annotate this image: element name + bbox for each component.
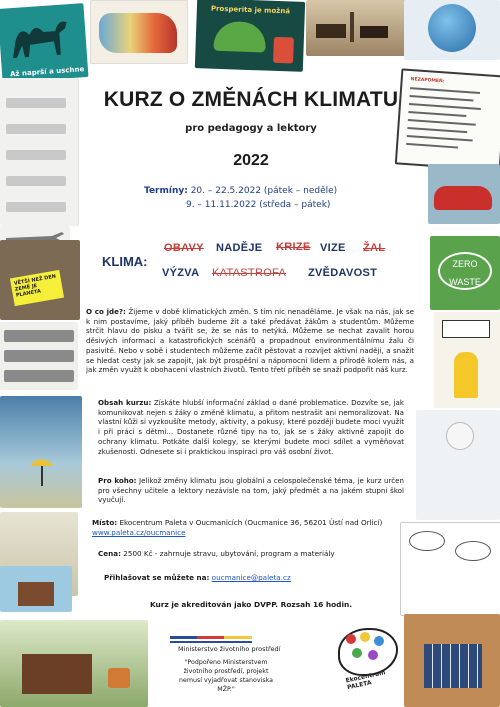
ministry-logo-stripe	[170, 636, 252, 639]
price-label: Cena:	[98, 549, 121, 558]
accreditation-note: Kurz je akreditován jako DVPP. Rozsah 16 hodin.	[149, 600, 353, 609]
transport-comparison	[0, 78, 79, 226]
page-title: KURZ O ZMĚNÁCH KLIMATU	[103, 88, 399, 111]
red-car-photo	[428, 164, 500, 224]
intro-paragraph	[86, 307, 414, 375]
content-label: Obsah kurzu:	[98, 398, 152, 407]
storm-painting	[0, 396, 82, 508]
word-katastrofa: KATASTROFA	[212, 267, 287, 279]
train-icon	[4, 330, 74, 342]
truck-icon	[6, 176, 66, 186]
word-zvedavost: ZVĚDAVOST	[308, 267, 378, 279]
registration-info	[104, 573, 291, 582]
intro-label: O co jde?:	[86, 307, 126, 316]
umbrella-icon	[0, 396, 82, 508]
paleta-logo	[332, 622, 398, 692]
car-icon	[434, 186, 492, 210]
globe-icon	[428, 4, 476, 52]
content-text: Získáte hlubší informační základ o dané problematice. Dozvíte se, jak komunikovat nejen s žáky o změně klimatu, a přitom nestrašit ani nemoralizovat. Na vlastní kůži si vyzkoušíte metody, aktivity, a pokusy, které později budete moci využít i při práci s dětmi... Dostanete různé tipy na to, jak se s žáky aktivně zapojit do ochrany klimatu. Potkáte další kolegy, se kterými budete moci sdílet a vyměňovat zkušenosti. Odnesete si i praktickou inspiraci pro váš osobní život.	[98, 398, 404, 456]
balloon-icon	[446, 422, 474, 450]
word-krize: KRIZE	[276, 241, 311, 253]
word-obavy: OBAVY	[164, 242, 204, 254]
venue-text: Ekocentrum Paleta v Oucmanicích (Oucmanice 36, 56201 Ústí nad Orlicí)	[119, 518, 383, 527]
paint-dot	[374, 636, 384, 646]
protest-photo	[0, 240, 80, 320]
paint-dot	[360, 632, 370, 642]
ministry-logo-line	[170, 641, 252, 643]
speech-bubble	[455, 541, 491, 561]
date-november: 9. – 11.11.2022 (středa – pátek)	[186, 200, 331, 210]
train-icon	[4, 350, 74, 362]
flyer-content	[82, 0, 420, 707]
van-icon	[6, 202, 66, 212]
word-zal: ŽAL	[363, 242, 386, 254]
registration-label: Přihlašovat se můžete na:	[104, 573, 210, 582]
date-may: 20. – 22.5.2022 (pátek – neděle)	[190, 186, 338, 196]
paint-dot	[368, 650, 378, 660]
venue-link[interactable]: www.paleta.cz/oucmanice	[92, 528, 186, 537]
raincoat-figure	[454, 352, 478, 398]
page-subtitle: pro pedagogy a lektory	[185, 123, 317, 134]
word-vyzva: VÝZVA	[162, 267, 200, 279]
course-year: 2022	[233, 152, 269, 169]
dates-line-2	[144, 198, 337, 212]
zero-waste-badge	[430, 236, 500, 310]
venue-label: Místo:	[92, 518, 118, 527]
bus-icon	[6, 124, 66, 134]
paint-dot	[352, 648, 362, 658]
content-paragraph	[98, 398, 404, 456]
solar-panel-icon	[424, 644, 482, 688]
ministry-name: Ministerstvo životního prostředí	[178, 645, 281, 653]
notes-heading: NEZAPOMEŇ:	[410, 77, 445, 85]
house-icon	[18, 582, 54, 606]
dates-line-1	[144, 184, 337, 198]
zero-waste-label: ZERO WASTE	[438, 252, 492, 290]
balloon-photo	[416, 410, 500, 520]
venue-line	[92, 518, 422, 528]
word-vize: VIZE	[320, 242, 346, 254]
sponsor-disclaimer: "Podpořeno Ministerstvem životního prostředí, projekt nemusí vyjadřovat stanoviska MŽP."	[178, 659, 274, 693]
course-dates	[144, 184, 337, 212]
camel-icon	[0, 3, 87, 69]
car-icon	[6, 150, 66, 160]
registration-email-link[interactable]: oucmanice@paleta.cz	[211, 573, 291, 582]
paleta-logo-text: Ekocentrum PALETA	[345, 669, 386, 692]
house-illustration	[0, 566, 72, 612]
audience-label: Pro koho:	[98, 476, 137, 485]
dates-label: Termíny:	[144, 186, 188, 196]
venue-info	[92, 518, 422, 538]
camel-caption: Až naprší a uschne	[9, 65, 85, 79]
audience-paragraph	[98, 476, 404, 505]
intro-text: Žijeme v době klimatických změn. S tím nic nenaděláme. Je však na nás, jak se k nim postavíme, jaký příběh budeme žít a také předávat žákům a studentům. Můžeme strčit hlavu do písku a tvářit se, že se nás to netýká. Můžeme se nechat zavalit horou děsivých informací a katastrofických scénářů a propadnout environmentálnímu žalu či pasivitě. Nebo v sobě i studentech můžeme začít pěstovat a rozvíjet aktivní naději, a snažit se hledat cesty jak se zapojit, jak být prospěšní a nápomocní lidem a přírodě kolem nás, a jak změn využít k obohacení vlastních životů. Tento třetí příběh se snaží podpořit náš kurz.	[86, 307, 415, 375]
klima-label: KLIMA:	[102, 254, 148, 269]
word-nadeje: NADĚJE	[216, 242, 263, 254]
prosperity-caption: Prosperita je možná	[210, 4, 291, 16]
child-with-sign	[434, 312, 500, 408]
audience-text: Jelikož změny klimatu jsou globální a celospolečenské téma, je kurz určen pro všechny učitele a lektory nezávisle na tom, jaký předmět a na jakém stupni škol vyučují.	[98, 476, 404, 505]
child-sign	[442, 320, 490, 338]
bicycle-icon	[6, 98, 66, 108]
price-info	[98, 549, 335, 558]
train-icon	[4, 370, 74, 382]
price-text: 2500 Kč - zahrnuje stravu, ubytování, program a materiály	[123, 549, 335, 558]
protest-sign: VĚTŠÍ NEŽ DEN ZEMĚ JE PLANETA	[10, 270, 64, 306]
train-illustration	[0, 322, 78, 390]
paint-dot	[346, 634, 356, 644]
note-line	[410, 87, 480, 94]
camel-illustration	[0, 3, 88, 83]
